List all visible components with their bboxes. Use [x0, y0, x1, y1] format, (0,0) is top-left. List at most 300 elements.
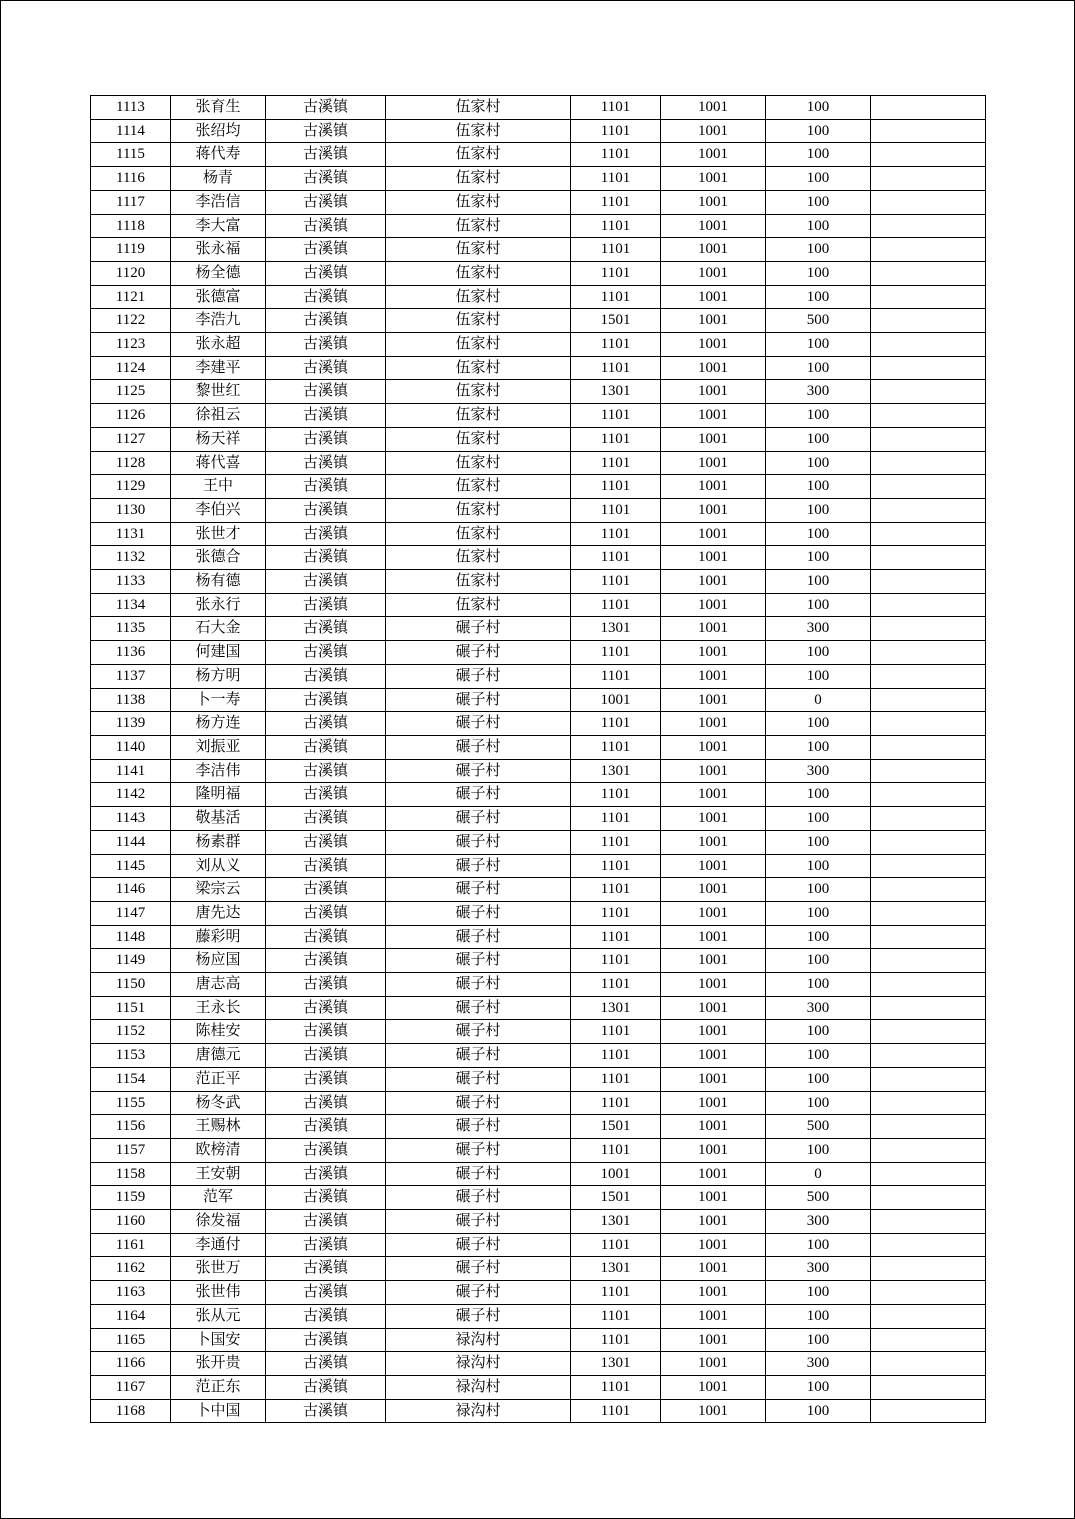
- table-cell: 古溪镇: [266, 1044, 386, 1068]
- table-cell: 碾子村: [386, 1020, 571, 1044]
- table-cell: 1501: [571, 309, 661, 333]
- table-cell: 1101: [571, 1067, 661, 1091]
- table-cell: [871, 404, 986, 428]
- table-cell: 1155: [91, 1091, 171, 1115]
- table-cell: 古溪镇: [266, 735, 386, 759]
- table-cell: 王永长: [171, 996, 266, 1020]
- table-cell: 1001: [661, 854, 766, 878]
- table-row: [91, 214, 986, 238]
- table-cell: 1001: [661, 380, 766, 404]
- table-cell: 1128: [91, 451, 171, 475]
- table-row: [91, 546, 986, 570]
- table-cell: 1127: [91, 427, 171, 451]
- table-cell: 张世伟: [171, 1281, 266, 1305]
- table-cell: 伍家村: [386, 451, 571, 475]
- table-row: [91, 167, 986, 191]
- table-cell: 1001: [661, 546, 766, 570]
- table-cell: [871, 1399, 986, 1423]
- table-cell: [871, 996, 986, 1020]
- table-cell: [871, 380, 986, 404]
- table-cell: 300: [766, 1257, 871, 1281]
- table-cell: 伍家村: [386, 238, 571, 262]
- table-cell: 碾子村: [386, 712, 571, 736]
- table-cell: 100: [766, 949, 871, 973]
- table-cell: [871, 1115, 986, 1139]
- table-row: [91, 261, 986, 285]
- table-cell: 古溪镇: [266, 427, 386, 451]
- table-cell: 100: [766, 712, 871, 736]
- table-cell: [871, 783, 986, 807]
- table-row: [91, 1257, 986, 1281]
- table-cell: [871, 641, 986, 665]
- table-cell: 1001: [661, 285, 766, 309]
- table-cell: 1001: [661, 996, 766, 1020]
- table-cell: 刘从义: [171, 854, 266, 878]
- table-cell: [871, 1233, 986, 1257]
- table-cell: 伍家村: [386, 546, 571, 570]
- table-cell: [871, 1162, 986, 1186]
- table-cell: 古溪镇: [266, 973, 386, 997]
- table-cell: 1101: [571, 1044, 661, 1068]
- table-cell: 1151: [91, 996, 171, 1020]
- table-cell: 1146: [91, 878, 171, 902]
- table-cell: [871, 546, 986, 570]
- table-cell: 李伯兴: [171, 498, 266, 522]
- table-cell: 1101: [571, 570, 661, 594]
- table-cell: 1116: [91, 167, 171, 191]
- table-cell: 古溪镇: [266, 451, 386, 475]
- table-cell: 张永福: [171, 238, 266, 262]
- table-cell: 300: [766, 1352, 871, 1376]
- table-row: [91, 1067, 986, 1091]
- table-cell: 1117: [91, 190, 171, 214]
- table-cell: 藤彩明: [171, 925, 266, 949]
- table-row: [91, 356, 986, 380]
- table-row: [91, 712, 986, 736]
- table-cell: [871, 475, 986, 499]
- table-cell: [871, 1091, 986, 1115]
- table-cell: 伍家村: [386, 261, 571, 285]
- table-cell: 古溪镇: [266, 1186, 386, 1210]
- table-cell: 1301: [571, 996, 661, 1020]
- table-row: [91, 1044, 986, 1068]
- table-cell: 古溪镇: [266, 1091, 386, 1115]
- table-cell: 1101: [571, 333, 661, 357]
- table-row: [91, 973, 986, 997]
- table-cell: 张世才: [171, 522, 266, 546]
- table-cell: 1156: [91, 1115, 171, 1139]
- table-cell: 卜国安: [171, 1328, 266, 1352]
- table-cell: 100: [766, 1281, 871, 1305]
- table-cell: 伍家村: [386, 380, 571, 404]
- table-cell: 500: [766, 309, 871, 333]
- table-cell: 1101: [571, 190, 661, 214]
- table-cell: [871, 973, 986, 997]
- table-row: [91, 641, 986, 665]
- table-cell: 100: [766, 1328, 871, 1352]
- table-cell: 古溪镇: [266, 1210, 386, 1234]
- table-cell: 徐发福: [171, 1210, 266, 1234]
- table-cell: [871, 498, 986, 522]
- table-row: [91, 925, 986, 949]
- table-cell: 伍家村: [386, 522, 571, 546]
- table-cell: 1101: [571, 427, 661, 451]
- table-cell: 禄沟村: [386, 1352, 571, 1376]
- table-cell: 唐德元: [171, 1044, 266, 1068]
- table-cell: [871, 356, 986, 380]
- table-cell: 1501: [571, 1115, 661, 1139]
- table-cell: 伍家村: [386, 285, 571, 309]
- table-cell: 陈桂安: [171, 1020, 266, 1044]
- table-cell: 张德合: [171, 546, 266, 570]
- table-cell: 1137: [91, 664, 171, 688]
- table-cell: 1001: [661, 96, 766, 120]
- table-cell: 500: [766, 1115, 871, 1139]
- table-cell: [871, 593, 986, 617]
- table-cell: 杨方连: [171, 712, 266, 736]
- table-cell: 1101: [571, 1138, 661, 1162]
- table-cell: 100: [766, 830, 871, 854]
- table-cell: [871, 735, 986, 759]
- table-cell: 300: [766, 380, 871, 404]
- table-cell: 1001: [661, 498, 766, 522]
- table-cell: [871, 143, 986, 167]
- table-cell: 古溪镇: [266, 1138, 386, 1162]
- table-cell: 古溪镇: [266, 546, 386, 570]
- table-cell: 100: [766, 333, 871, 357]
- table-row: [91, 1352, 986, 1376]
- table-cell: [871, 1186, 986, 1210]
- table-cell: 碾子村: [386, 1210, 571, 1234]
- table-row: [91, 380, 986, 404]
- table-cell: 100: [766, 427, 871, 451]
- table-cell: 卜中国: [171, 1399, 266, 1423]
- table-cell: 1001: [661, 641, 766, 665]
- table-cell: 伍家村: [386, 498, 571, 522]
- table-cell: 伍家村: [386, 475, 571, 499]
- table-cell: 300: [766, 1210, 871, 1234]
- table-cell: 1101: [571, 1091, 661, 1115]
- table-cell: 1101: [571, 901, 661, 925]
- table-cell: 碾子村: [386, 1257, 571, 1281]
- table-cell: [871, 1304, 986, 1328]
- table-cell: [871, 830, 986, 854]
- table-row: [91, 498, 986, 522]
- table-cell: 1001: [661, 1020, 766, 1044]
- table-cell: 1001: [661, 1281, 766, 1305]
- table-cell: 1101: [571, 973, 661, 997]
- table-cell: [871, 1328, 986, 1352]
- table-cell: 1001: [661, 451, 766, 475]
- table-cell: 杨应国: [171, 949, 266, 973]
- table-cell: 1101: [571, 712, 661, 736]
- table-cell: 碾子村: [386, 759, 571, 783]
- table-cell: 1101: [571, 641, 661, 665]
- table-cell: 张开贵: [171, 1352, 266, 1376]
- table-cell: 1301: [571, 380, 661, 404]
- table-row: [91, 1210, 986, 1234]
- table-cell: 1001: [661, 570, 766, 594]
- table-cell: 1001: [661, 807, 766, 831]
- table-cell: 1133: [91, 570, 171, 594]
- table-cell: 1001: [661, 427, 766, 451]
- table-cell: 碾子村: [386, 1304, 571, 1328]
- table-cell: 古溪镇: [266, 570, 386, 594]
- table-cell: 范正平: [171, 1067, 266, 1091]
- table-cell: 古溪镇: [266, 309, 386, 333]
- table-row: [91, 1091, 986, 1115]
- table-cell: 1001: [661, 664, 766, 688]
- table-row: [91, 901, 986, 925]
- table-cell: 古溪镇: [266, 1281, 386, 1305]
- table-cell: 唐先达: [171, 901, 266, 925]
- table-cell: 1001: [661, 238, 766, 262]
- table-cell: 1101: [571, 451, 661, 475]
- table-cell: 碾子村: [386, 617, 571, 641]
- table-cell: 1165: [91, 1328, 171, 1352]
- table-cell: 杨天祥: [171, 427, 266, 451]
- table-cell: [871, 119, 986, 143]
- table-cell: 1154: [91, 1067, 171, 1091]
- table-cell: 碾子村: [386, 688, 571, 712]
- table-cell: 杨全德: [171, 261, 266, 285]
- table-row: [91, 688, 986, 712]
- table-cell: 敬基活: [171, 807, 266, 831]
- table-cell: 1101: [571, 925, 661, 949]
- table-row: [91, 1304, 986, 1328]
- table-cell: 1134: [91, 593, 171, 617]
- table-cell: 1130: [91, 498, 171, 522]
- table-cell: 1001: [661, 143, 766, 167]
- table-cell: 碾子村: [386, 1186, 571, 1210]
- table-row: [91, 759, 986, 783]
- table-cell: 100: [766, 1067, 871, 1091]
- table-cell: 杨有德: [171, 570, 266, 594]
- table-row: [91, 522, 986, 546]
- table-cell: 1001: [661, 617, 766, 641]
- table-cell: 1101: [571, 1328, 661, 1352]
- table-cell: 古溪镇: [266, 1399, 386, 1423]
- table-cell: 1101: [571, 96, 661, 120]
- table-cell: 古溪镇: [266, 759, 386, 783]
- table-cell: 1101: [571, 285, 661, 309]
- table-cell: 古溪镇: [266, 1328, 386, 1352]
- table-cell: 古溪镇: [266, 783, 386, 807]
- table-cell: 1131: [91, 522, 171, 546]
- table-cell: 李建平: [171, 356, 266, 380]
- table-cell: 王赐林: [171, 1115, 266, 1139]
- table-cell: 1115: [91, 143, 171, 167]
- table-cell: 古溪镇: [266, 593, 386, 617]
- table-cell: 古溪镇: [266, 830, 386, 854]
- table-cell: 1001: [661, 878, 766, 902]
- table-cell: 100: [766, 854, 871, 878]
- table-cell: 古溪镇: [266, 380, 386, 404]
- table-cell: 1139: [91, 712, 171, 736]
- table-cell: 1001: [661, 309, 766, 333]
- table-cell: [871, 925, 986, 949]
- table-cell: 伍家村: [386, 119, 571, 143]
- table-cell: 1001: [661, 759, 766, 783]
- table-row: [91, 593, 986, 617]
- table-cell: 古溪镇: [266, 949, 386, 973]
- table-cell: 100: [766, 783, 871, 807]
- table-cell: 1001: [661, 925, 766, 949]
- table-cell: 古溪镇: [266, 712, 386, 736]
- table-cell: 1160: [91, 1210, 171, 1234]
- table-cell: 100: [766, 96, 871, 120]
- table-cell: 1101: [571, 1304, 661, 1328]
- table-cell: 禄沟村: [386, 1399, 571, 1423]
- table-row: [91, 475, 986, 499]
- table-cell: 1001: [661, 1091, 766, 1115]
- table-cell: 100: [766, 1304, 871, 1328]
- table-cell: 100: [766, 261, 871, 285]
- table-cell: 古溪镇: [266, 1352, 386, 1376]
- table-cell: 100: [766, 973, 871, 997]
- table-cell: 范正东: [171, 1375, 266, 1399]
- table-cell: 1163: [91, 1281, 171, 1305]
- table-row: [91, 309, 986, 333]
- table-cell: 100: [766, 878, 871, 902]
- table-cell: 李通付: [171, 1233, 266, 1257]
- table-cell: 古溪镇: [266, 475, 386, 499]
- table-cell: 1101: [571, 143, 661, 167]
- table-cell: 100: [766, 1020, 871, 1044]
- table-cell: 古溪镇: [266, 1375, 386, 1399]
- table-cell: 100: [766, 1138, 871, 1162]
- table-cell: 古溪镇: [266, 641, 386, 665]
- table-cell: 古溪镇: [266, 238, 386, 262]
- table-cell: 1301: [571, 1352, 661, 1376]
- table-cell: 古溪镇: [266, 1067, 386, 1091]
- table-cell: 1164: [91, 1304, 171, 1328]
- table-cell: 1101: [571, 119, 661, 143]
- table-cell: 1135: [91, 617, 171, 641]
- table-cell: 1101: [571, 1399, 661, 1423]
- table-cell: 1123: [91, 333, 171, 357]
- table-cell: 杨青: [171, 167, 266, 191]
- table-cell: [871, 570, 986, 594]
- table-cell: 1113: [91, 96, 171, 120]
- table-cell: 碾子村: [386, 901, 571, 925]
- table-cell: 1001: [661, 404, 766, 428]
- table-cell: 碾子村: [386, 996, 571, 1020]
- table-row: [91, 807, 986, 831]
- table-cell: 1001: [661, 783, 766, 807]
- table-cell: 100: [766, 1233, 871, 1257]
- table-cell: 伍家村: [386, 96, 571, 120]
- table-cell: 1124: [91, 356, 171, 380]
- table-cell: 100: [766, 190, 871, 214]
- table-cell: 张永超: [171, 333, 266, 357]
- table-cell: 1101: [571, 167, 661, 191]
- table-row: [91, 570, 986, 594]
- table-cell: 100: [766, 167, 871, 191]
- table-cell: 1001: [661, 1399, 766, 1423]
- table-cell: 1144: [91, 830, 171, 854]
- table-cell: 李浩信: [171, 190, 266, 214]
- table-cell: 古溪镇: [266, 190, 386, 214]
- table-cell: 1301: [571, 617, 661, 641]
- table-cell: [871, 1352, 986, 1376]
- table-cell: 刘振亚: [171, 735, 266, 759]
- table-cell: 1001: [661, 261, 766, 285]
- table-cell: 1140: [91, 735, 171, 759]
- table-row: [91, 1138, 986, 1162]
- table-cell: 伍家村: [386, 427, 571, 451]
- table-cell: 欧榜清: [171, 1138, 266, 1162]
- table-cell: 1101: [571, 261, 661, 285]
- table-cell: 杨冬武: [171, 1091, 266, 1115]
- table-cell: 1101: [571, 783, 661, 807]
- table-cell: 禄沟村: [386, 1375, 571, 1399]
- table-cell: 1101: [571, 664, 661, 688]
- table-cell: 唐志高: [171, 973, 266, 997]
- table-cell: 1501: [571, 1186, 661, 1210]
- table-cell: 1101: [571, 735, 661, 759]
- table-cell: 100: [766, 664, 871, 688]
- table-cell: 碾子村: [386, 925, 571, 949]
- table-cell: [871, 1020, 986, 1044]
- table-cell: 碾子村: [386, 1044, 571, 1068]
- table-cell: 1301: [571, 759, 661, 783]
- table-cell: 古溪镇: [266, 285, 386, 309]
- table-cell: [871, 451, 986, 475]
- table-cell: 古溪镇: [266, 498, 386, 522]
- table-cell: 100: [766, 214, 871, 238]
- table-row: [91, 1375, 986, 1399]
- table-cell: 1001: [661, 190, 766, 214]
- table-cell: [871, 522, 986, 546]
- table-cell: 伍家村: [386, 309, 571, 333]
- table-cell: 古溪镇: [266, 143, 386, 167]
- table-cell: 300: [766, 759, 871, 783]
- table-cell: 黎世红: [171, 380, 266, 404]
- table-cell: [871, 1375, 986, 1399]
- table-cell: 1001: [661, 830, 766, 854]
- table-cell: 100: [766, 451, 871, 475]
- table-cell: 古溪镇: [266, 1020, 386, 1044]
- table-row: [91, 1186, 986, 1210]
- table-cell: 古溪镇: [266, 119, 386, 143]
- table-cell: 100: [766, 522, 871, 546]
- table-row: [91, 238, 986, 262]
- table-cell: 古溪镇: [266, 214, 386, 238]
- table-cell: 1143: [91, 807, 171, 831]
- table-cell: 1001: [571, 688, 661, 712]
- table-cell: 王中: [171, 475, 266, 499]
- table-cell: 100: [766, 119, 871, 143]
- table-cell: [871, 1281, 986, 1305]
- table-cell: 碾子村: [386, 664, 571, 688]
- table-cell: 古溪镇: [266, 901, 386, 925]
- table-cell: 100: [766, 901, 871, 925]
- table-cell: 1166: [91, 1352, 171, 1376]
- table-row: [91, 1281, 986, 1305]
- table-cell: 1126: [91, 404, 171, 428]
- table-cell: 1101: [571, 949, 661, 973]
- table-cell: 500: [766, 1186, 871, 1210]
- table-cell: 1001: [661, 712, 766, 736]
- table-cell: 1101: [571, 522, 661, 546]
- table-cell: 1157: [91, 1138, 171, 1162]
- table-cell: 100: [766, 143, 871, 167]
- table-cell: 100: [766, 285, 871, 309]
- table-cell: 伍家村: [386, 593, 571, 617]
- table-cell: 1132: [91, 546, 171, 570]
- table-cell: 1148: [91, 925, 171, 949]
